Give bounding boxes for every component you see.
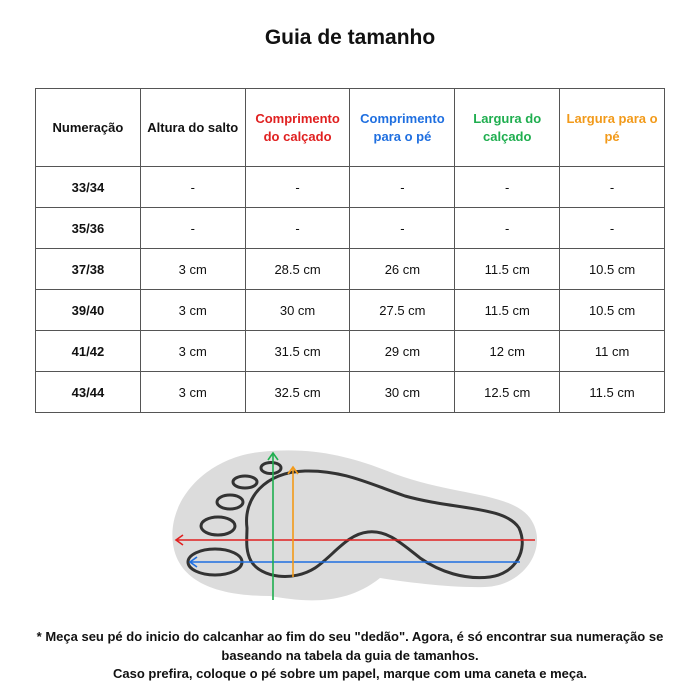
table-row <box>36 167 665 208</box>
heel-height-cell: 3 cm <box>140 249 245 290</box>
foot-width-cell: 10.5 cm <box>560 290 665 331</box>
table-header-row <box>36 89 665 167</box>
shoe-length-cell: 30 cm <box>245 290 350 331</box>
shoe-length-cell: - <box>245 208 350 249</box>
table-row <box>36 331 665 372</box>
note-line: baseando na tabela da guia de tamanhos. <box>221 647 479 663</box>
shoe-length-cell: 28.5 cm <box>245 249 350 290</box>
foot-length-cell: 30 cm <box>350 372 455 413</box>
header-comprimento-pe: Comprimento para o pé <box>350 89 455 167</box>
size-table <box>35 88 665 413</box>
heel-height-cell: - <box>140 208 245 249</box>
header-altura-salto: Altura do salto <box>140 89 245 167</box>
size-cell: 35/36 <box>36 208 141 249</box>
shoe-length-cell: 32.5 cm <box>245 372 350 413</box>
note-line: Caso prefira, coloque o pé sobre um papel, marque com uma caneta e meça. <box>113 666 587 681</box>
foot-length-cell: 27.5 cm <box>350 290 455 331</box>
foot-width-cell: 11.5 cm <box>560 372 665 413</box>
header-largura-calcado: Largura do calçado <box>455 89 560 167</box>
foot-length-cell: - <box>350 208 455 249</box>
foot-length-cell: 26 cm <box>350 249 455 290</box>
size-cell: 43/44 <box>36 372 141 413</box>
shoe-length-cell: - <box>245 167 350 208</box>
shoe-width-cell: 11.5 cm <box>455 249 560 290</box>
foot-width-cell: 10.5 cm <box>560 249 665 290</box>
header-comprimento-calcado: Comprimento do calçado <box>245 89 350 167</box>
heel-height-cell: 3 cm <box>140 290 245 331</box>
note-line: * Meça seu pé do inicio do calcanhar ao fim do seu "dedão". Agora, é só encontrar sua numeração se <box>36 629 664 644</box>
header-largura-pe: Largura para o pé <box>560 89 665 167</box>
size-cell: 37/38 <box>36 249 141 290</box>
foot-measurement-illustration <box>165 446 545 606</box>
foot-length-cell: 29 cm <box>350 331 455 372</box>
size-cell: 33/34 <box>36 167 141 208</box>
table-row <box>36 290 665 331</box>
shoe-length-cell: 31.5 cm <box>245 331 350 372</box>
shoe-width-cell: 12 cm <box>455 331 560 372</box>
heel-height-cell: - <box>140 167 245 208</box>
size-cell: 39/40 <box>36 290 141 331</box>
page-title: Guia de tamanho <box>264 26 436 49</box>
heel-height-cell: 3 cm <box>140 372 245 413</box>
heel-height-cell: 3 cm <box>140 331 245 372</box>
foot-length-cell: - <box>350 167 455 208</box>
size-cell: 41/42 <box>36 331 141 372</box>
foot-width-cell: 11 cm <box>560 331 665 372</box>
measurement-instructions <box>20 628 680 684</box>
table-row <box>36 249 665 290</box>
shoe-width-cell: - <box>455 208 560 249</box>
header-numeracao: Numeração <box>36 89 141 167</box>
shoe-width-cell: - <box>455 167 560 208</box>
table-row <box>36 208 665 249</box>
foot-width-cell: - <box>560 208 665 249</box>
table-row <box>36 372 665 413</box>
shoe-width-cell: 12.5 cm <box>455 372 560 413</box>
shoe-width-cell: 11.5 cm <box>455 290 560 331</box>
foot-width-cell: - <box>560 167 665 208</box>
